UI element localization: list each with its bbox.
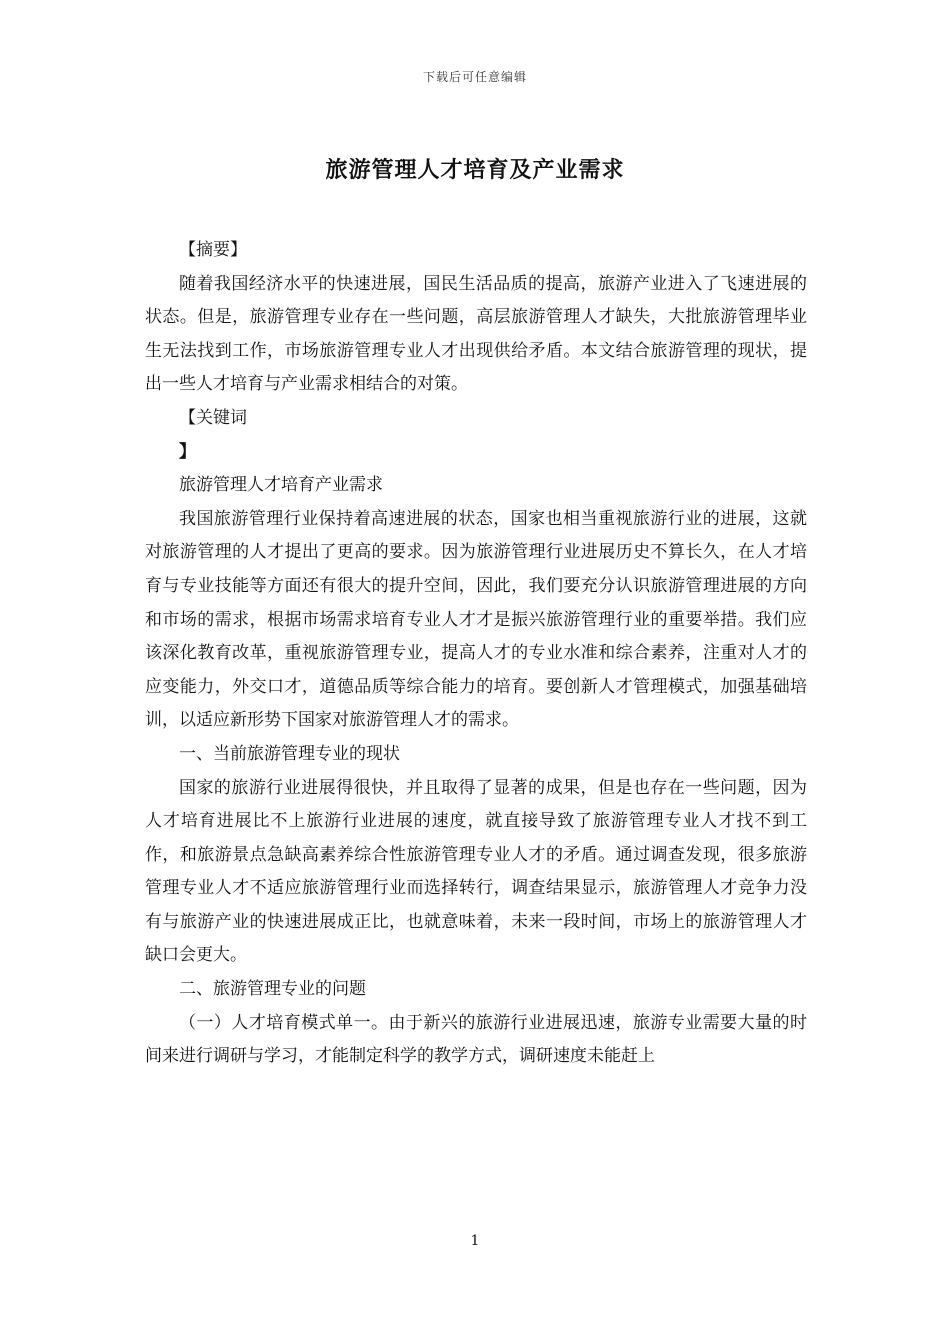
abstract-heading: 【摘要】	[179, 240, 247, 260]
page-header-note: 下载后可任意编辑	[422, 70, 527, 84]
page-number: 1	[470, 1233, 480, 1249]
document-title: 旅游管理人才培育及产业需求	[325, 157, 625, 183]
keywords-close-bracket: 】	[179, 441, 196, 462]
abstract-paragraph: 随着我国经济水平的快速进展，国民生活品质的提高，旅游产业进入了飞速进展的状态。但是，旅游管理专业存在一些问题，高层旅游管理人才缺失，大批旅游管理毕业生无法找到工作，市场旅游管理专业人才出现供给矛盾。本文结合旅游管理的现状，提出一些人才培育与产业需求相结合的对策。	[145, 273, 807, 395]
section-2-subsection-1-paragraph: （一）人才培育模式单一。由于新兴的旅游行业进展迅速，旅游专业需要大量的时间来进行调研与学习，才能制定科学的教学方式，调研速度未能赶上	[145, 1012, 807, 1067]
document-body	[145, 234, 807, 1074]
keywords-heading: 【关键词	[179, 407, 247, 428]
intro-paragraph: 我国旅游管理行业保持着高速进展的状态，国家也相当重视旅游行业的进展，这就对旅游管理的人才提出了更高的要求。因为旅游管理行业进展历史不算长久，在人才培育与专业技能等方面还有很大的提升空间，因此，我们要充分认识旅游管理进展的方向和市场的需求，根据市场需求培育专业人才才是振兴旅游管理行业的重要举措。我们应该深化教育改革，重视旅游管理专业，提高人才的专业水准和综合素养，注重对人才的应变能力，外交口才，道德品质等综合能力的培育。要创新人才管理模式，加强基础培训，以适应新形势下国家对旅游管理人才的需求。	[145, 508, 807, 731]
section-2-heading: 二、旅游管理专业的问题	[179, 979, 366, 1000]
section-1-paragraph: 国家的旅游行业进展得很快，并且取得了显著的成果，但是也存在一些问题，因为人才培育进展比不上旅游行业进展的速度，就直接导致了旅游管理专业人才找不到工作，和旅游景点急缺高素养综合性旅游管理专业人才的矛盾。通过调查发现，很多旅游管理专业人才不适应旅游管理行业而选择转行，调查结果显示，旅游管理人才竞争力没有与旅游产业的快速进展成正比，也就意味着，未来一段时间，市场上的旅游管理人才缺口会更大。	[145, 777, 807, 966]
section-1-heading: 一、当前旅游管理专业的现状	[179, 743, 400, 764]
keywords-text: 旅游管理人才培育产业需求	[179, 475, 383, 496]
